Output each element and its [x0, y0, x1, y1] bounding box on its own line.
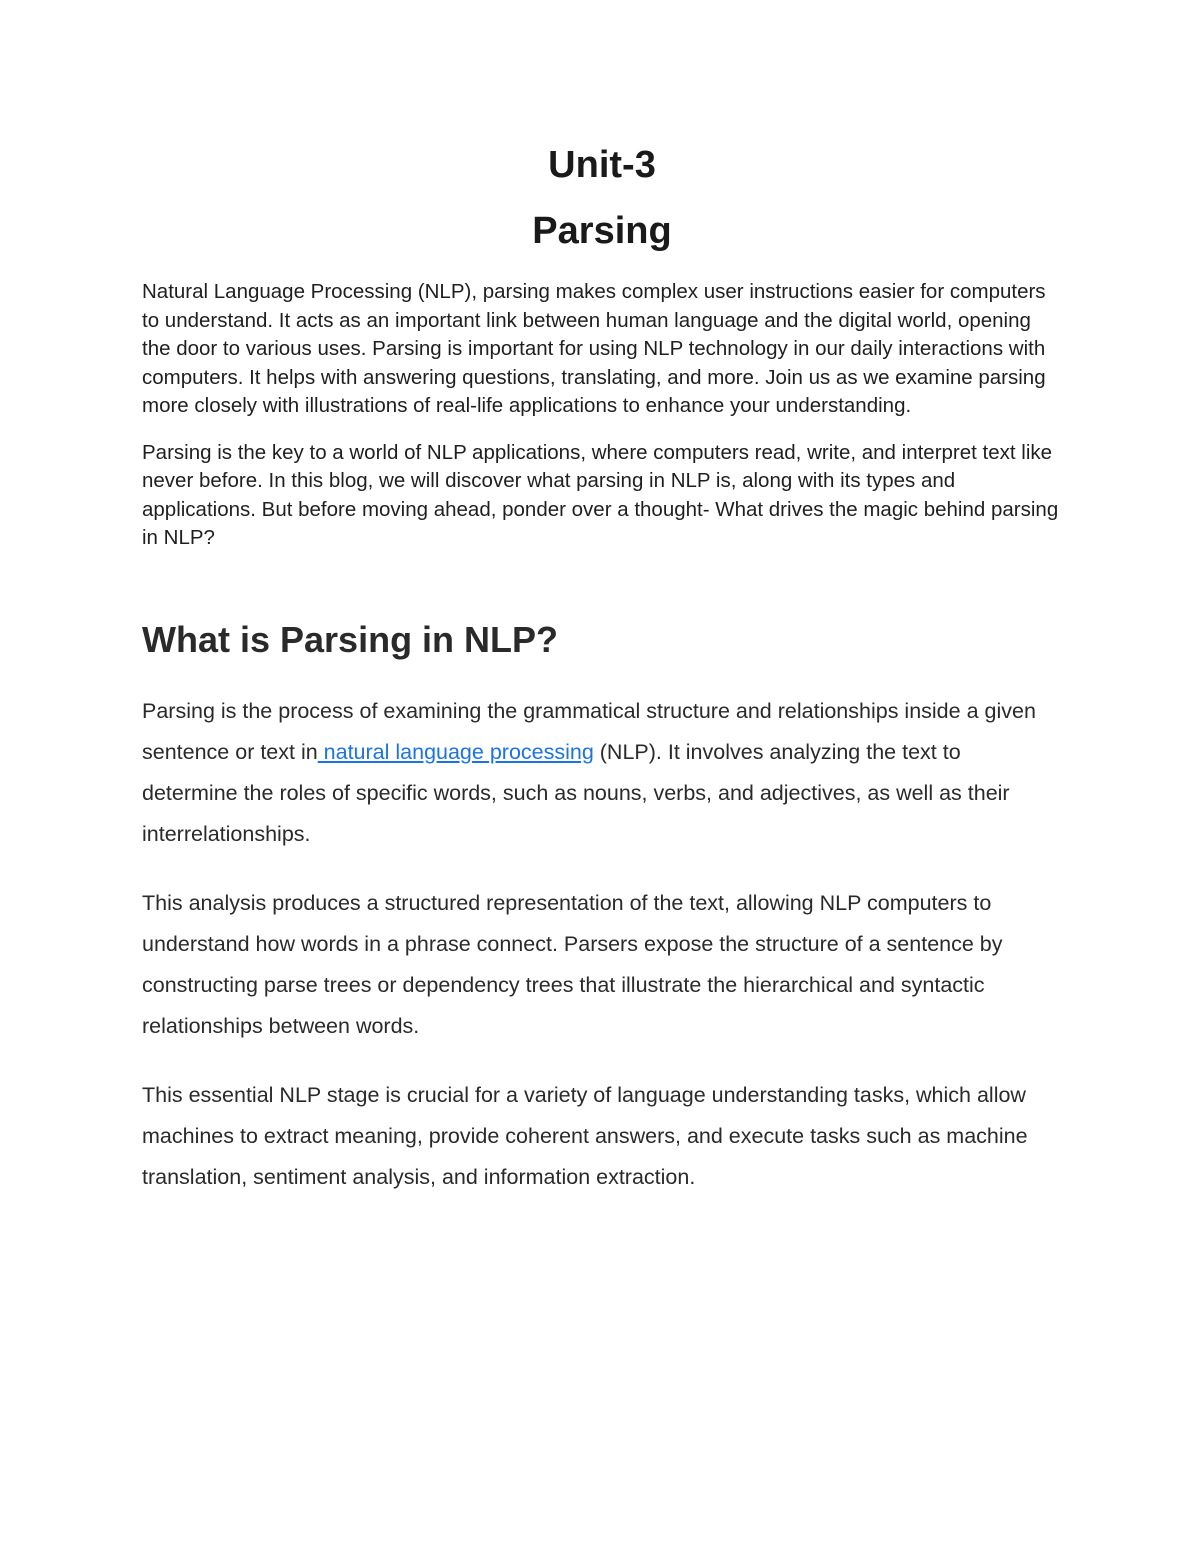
nlp-link[interactable]: natural language processing — [317, 739, 594, 764]
topic-title: Parsing — [532, 210, 672, 252]
paragraph-text: Parsing is the process of examining the grammatical structure and relationships inside a given sentence or text in — [142, 698, 1036, 764]
section-paragraph-1 — [142, 691, 1062, 855]
paragraph-text: (NLP). It involves analyzing the text to determine the roles of specific words, such as nouns, verbs, and adjectives, as well as their interrelationships. — [142, 739, 1010, 846]
intro-paragraph-1: Natural Language Processing (NLP), parsing makes complex user instructions easier for computers to understand. It acts as an important link between human language and the digital world, opening the door to various uses. Parsing is important for using NLP technology in our daily interactions with computers. It helps with answering questions, translating, and more. Join us as we examine parsing more closely with illustrations of real-life applications to enhance your understanding. — [142, 280, 1046, 417]
unit-title: Unit-3 — [548, 144, 656, 186]
section-heading: What is Parsing in NLP? — [142, 618, 559, 660]
section-paragraph-3: This essential NLP stage is crucial for a variety of language understanding tasks, which allow machines to extract meaning, provide coherent answers, and execute tasks such as machine translation, sentiment analysis, and information extraction. — [142, 1082, 1028, 1189]
document-content — [142, 140, 1062, 1198]
section-paragraph-2: This analysis produces a structured representation of the text, allowing NLP computers to understand how words in a phrase connect. Parsers expose the structure of a sentence by constructing parse trees or dependency trees that illustrate the hierarchical and syntactic relationships between words. — [142, 890, 1003, 1038]
intro-paragraph-2: Parsing is the key to a world of NLP applications, where computers read, write, and interpret text like never before. In this blog, we will discover what parsing in NLP is, along with its types and applications. But before moving ahead, ponder over a thought- What drives the magic behind parsing in NLP? — [142, 440, 1059, 549]
